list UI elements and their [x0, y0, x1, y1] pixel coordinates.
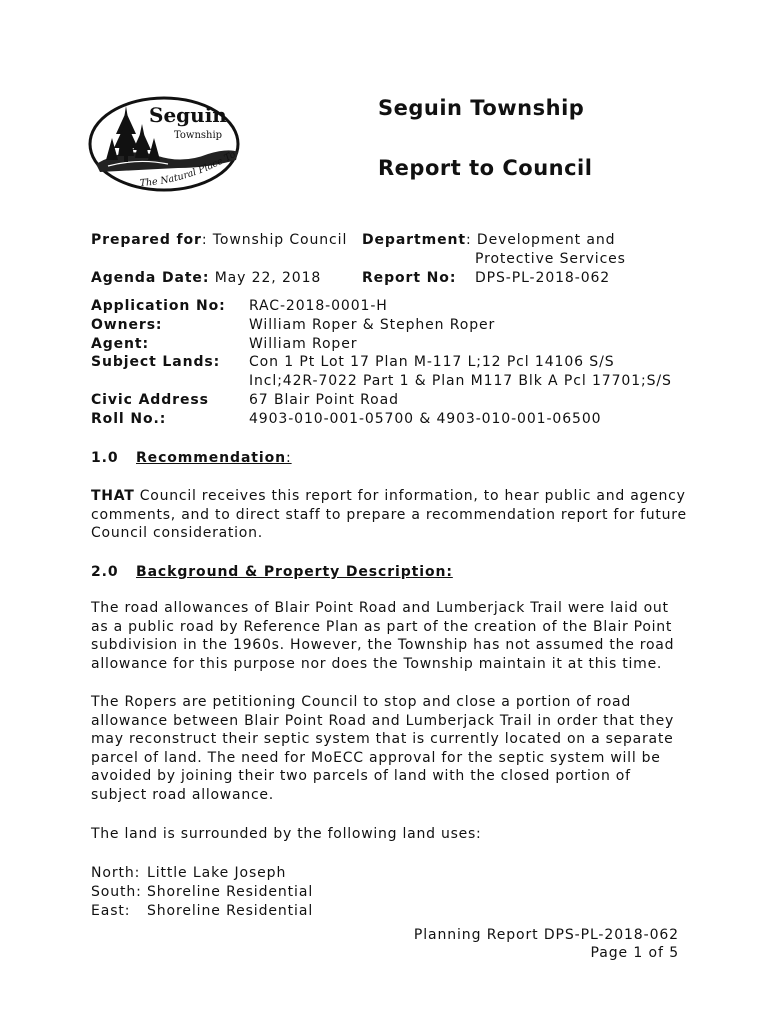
agent-value: William Roper: [249, 336, 358, 352]
subject-lands-value-1: Con 1 Pt Lot 17 Plan M-117 L;12 Pcl 14106 S/S: [249, 354, 615, 370]
recommendation-body: Council receives this report for information, to hear public and agency comments, and to direct staff to prepare a recommendation report for future Council consideration.: [91, 488, 687, 541]
logo-subtitle: Township: [174, 130, 223, 141]
recommendation-lead: THAT: [91, 488, 135, 504]
agent-label: Agent:: [91, 336, 150, 352]
agenda-date-value: May 22, 2018: [214, 270, 322, 286]
agenda-date-label: Agenda Date:: [91, 270, 210, 286]
land-use-value: Shoreline Residential: [147, 884, 314, 900]
civic-address-value: 67 Blair Point Road: [249, 392, 399, 408]
page-title: Seguin Township: [378, 96, 585, 120]
background-paragraph-3: The land is surrounded by the following land uses:: [91, 826, 482, 842]
land-use-value: Little Lake Joseph: [147, 865, 287, 881]
section-1-heading: [136, 449, 292, 467]
civic-address-label: Civic Address: [91, 392, 209, 408]
recommendation-paragraph: [91, 487, 691, 543]
background-paragraph-1: The road allowances of Blair Point Road and Lumberjack Trail were laid out as a public road by Reference Plan as part of the creation of the Blair Point subdivision in the 1960s. However, the Township has not assumed the road allowance for this purpose nor does the Township maintain it at this time.: [91, 600, 675, 672]
prepared-for-label: Prepared for: [91, 232, 202, 248]
owners-value: William Roper & Stephen Roper: [249, 317, 496, 333]
section-2-heading: Background & Property Description:: [136, 564, 453, 580]
logo-graphic: [88, 94, 248, 194]
department-label: Department: [362, 232, 466, 248]
prepared-for: [91, 231, 347, 249]
department-value: : Development and: [465, 232, 616, 248]
logo-wordmark: Seguin: [149, 103, 227, 127]
logo-tagline: The Natural Place To: [139, 148, 238, 190]
page-subtitle: Report to Council: [378, 156, 593, 180]
section-1-heading-text: Recommendation: [136, 450, 286, 466]
land-use-direction: South:: [91, 884, 142, 900]
department: [362, 231, 615, 249]
application-label: Application No:: [91, 298, 226, 314]
subject-lands-label: Subject Lands:: [91, 354, 221, 370]
roll-no-label: Roll No.:: [91, 411, 167, 427]
application-value: RAC-2018-0001-H: [249, 298, 388, 314]
subject-lands-value-2: Incl;42R-7022 Part 1 & Plan M117 Blk A Pcl 17701;S/S: [249, 373, 672, 389]
report-no-value: DPS-PL-2018-062: [475, 270, 611, 286]
roll-no-value: 4903-010-001-05700 & 4903-010-001-06500: [249, 411, 602, 427]
footer-page-number: Page 1 of 5: [590, 945, 679, 961]
section-1-heading-colon: :: [285, 450, 292, 466]
land-use-value: Shoreline Residential: [147, 903, 314, 919]
section-1-number: 1.0: [91, 450, 119, 466]
land-use-direction: East:: [91, 903, 131, 919]
seguin-township-logo: [88, 94, 248, 194]
owners-label: Owners:: [91, 317, 163, 333]
footer-report-id: Planning Report DPS-PL-2018-062: [413, 927, 679, 943]
department-value-continued: Protective Services: [475, 251, 626, 267]
land-use-direction: North:: [91, 865, 141, 881]
report-no-label: Report No:: [362, 270, 457, 286]
background-paragraph-2: The Ropers are petitioning Council to stop and close a portion of road allowance between Blair Point Road and Lumberjack Trail in order that they may reconstruct their septic system that is currently located on a separate parcel of land. The need for MoECC approval for the septic system will be avoided by joining their two parcels of land with the closed portion of subject road allowance.: [91, 694, 675, 803]
prepared-for-value: : Township Council: [201, 232, 348, 248]
agenda-date: [91, 269, 321, 287]
section-2-number: 2.0: [91, 564, 119, 580]
